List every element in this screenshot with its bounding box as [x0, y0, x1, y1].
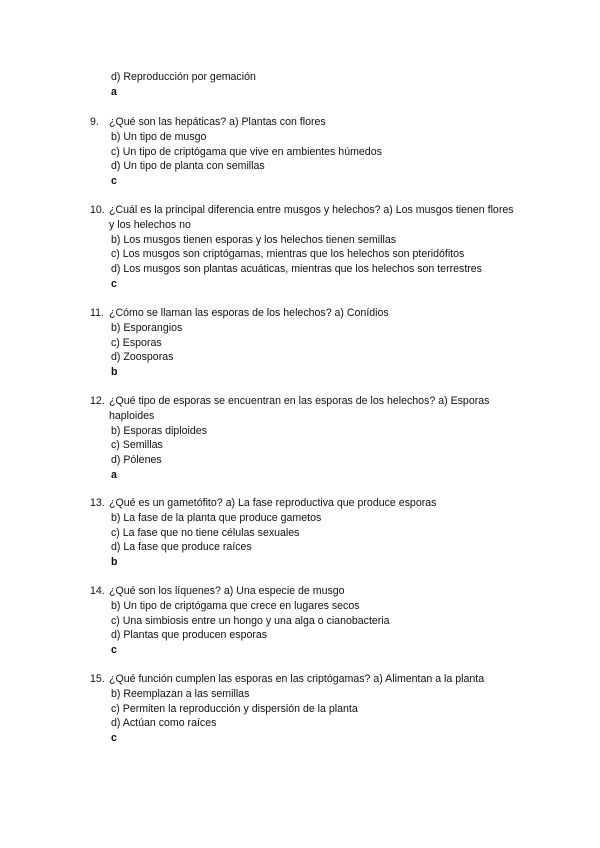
- question-15: [90, 672, 520, 746]
- option-c: c) Semillas: [111, 439, 163, 452]
- question-10: [90, 203, 520, 292]
- question-8-continuation: [90, 70, 520, 100]
- question-14: [90, 584, 520, 658]
- question-text: ¿Cuál es la principal diferencia entre musgos y helechos? a) Los musgos tienen flores y los helechos no: [109, 204, 514, 231]
- answer: c: [111, 175, 117, 188]
- question-number: 14.: [90, 585, 105, 597]
- option-d: d) Actúan como raíces: [111, 717, 217, 730]
- answer: a: [111, 468, 117, 481]
- answer: b: [111, 556, 118, 569]
- question-stem: [90, 115, 520, 130]
- option-d: d) La fase que produce raíces: [111, 541, 252, 554]
- option-b: b) Esporangios: [111, 321, 183, 334]
- option-c: c) Esporas: [111, 336, 162, 349]
- question-number: 15.: [90, 673, 105, 685]
- answer: c: [111, 732, 117, 745]
- option-c: c) Los musgos son criptógamas, mientras que los helechos son pteridófitos: [111, 248, 465, 261]
- question-9: [90, 115, 520, 189]
- option-d: d) Plantas que producen esporas: [111, 629, 268, 642]
- option-b: b) Un tipo de criptógama que crece en lugares secos: [111, 599, 360, 612]
- option-b: b) Esporas diploides: [111, 424, 207, 437]
- question-text: ¿Qué función cumplen las esporas en las criptógamas? a) Alimentan a la planta: [109, 673, 485, 685]
- question-stem: [90, 672, 520, 687]
- question-13: [90, 496, 520, 570]
- option-c: c) Una simbiosis entre un hongo y una alga o cianobacteria: [111, 614, 390, 627]
- option-b: b) La fase de la planta que produce gametos: [111, 511, 322, 524]
- question-stem: [90, 584, 520, 599]
- question-stem: [90, 394, 520, 424]
- option-c: c) La fase que no tiene células sexuales: [111, 526, 300, 539]
- option-b: b) Los musgos tienen esporas y los helechos tienen semillas: [111, 233, 397, 246]
- question-text: ¿Qué tipo de esporas se encuentran en las esporas de los helechos? a) Esporas haploides: [109, 395, 490, 422]
- question-number: 13.: [90, 497, 105, 509]
- question-stem: [90, 496, 520, 511]
- option-d: d) Reproducción por gemación: [111, 71, 256, 83]
- question-text: ¿Qué son los líquenes? a) Una especie de musgo: [109, 585, 345, 597]
- question-number: 12.: [90, 395, 105, 407]
- question-stem: [90, 203, 520, 233]
- question-text: ¿Cómo se llaman las esporas de los helechos? a) Conídios: [109, 307, 389, 319]
- option-b: b) Un tipo de musgo: [111, 130, 207, 143]
- question-text: ¿Qué son las hepáticas? a) Plantas con flores: [109, 116, 326, 128]
- answer: c: [111, 277, 117, 290]
- option-d: d) Los musgos son plantas acuáticas, mientras que los helechos son terrestres: [111, 263, 482, 276]
- answer: c: [111, 644, 117, 657]
- option-c: c) Permiten la reproducción y dispersión de la planta: [111, 702, 358, 715]
- question-number: 10.: [90, 204, 105, 216]
- option-d: d) Pólenes: [111, 454, 162, 467]
- question-12: [90, 394, 520, 483]
- question-11: [90, 306, 520, 380]
- question-number: 11.: [90, 307, 104, 319]
- option-d: d) Zoosporas: [111, 351, 174, 364]
- option-b: b) Reemplazan a las semillas: [111, 687, 250, 700]
- question-text: ¿Qué es un gametófito? a) La fase reproductiva que produce esporas: [109, 497, 437, 509]
- question-stem: [90, 306, 520, 321]
- option-d: d) Un tipo de planta con semillas: [111, 160, 265, 173]
- question-number: 9.: [90, 116, 99, 128]
- option-c: c) Un tipo de criptógama que vive en ambientes húmedos: [111, 145, 382, 158]
- answer: a: [111, 85, 117, 98]
- answer: b: [111, 366, 118, 379]
